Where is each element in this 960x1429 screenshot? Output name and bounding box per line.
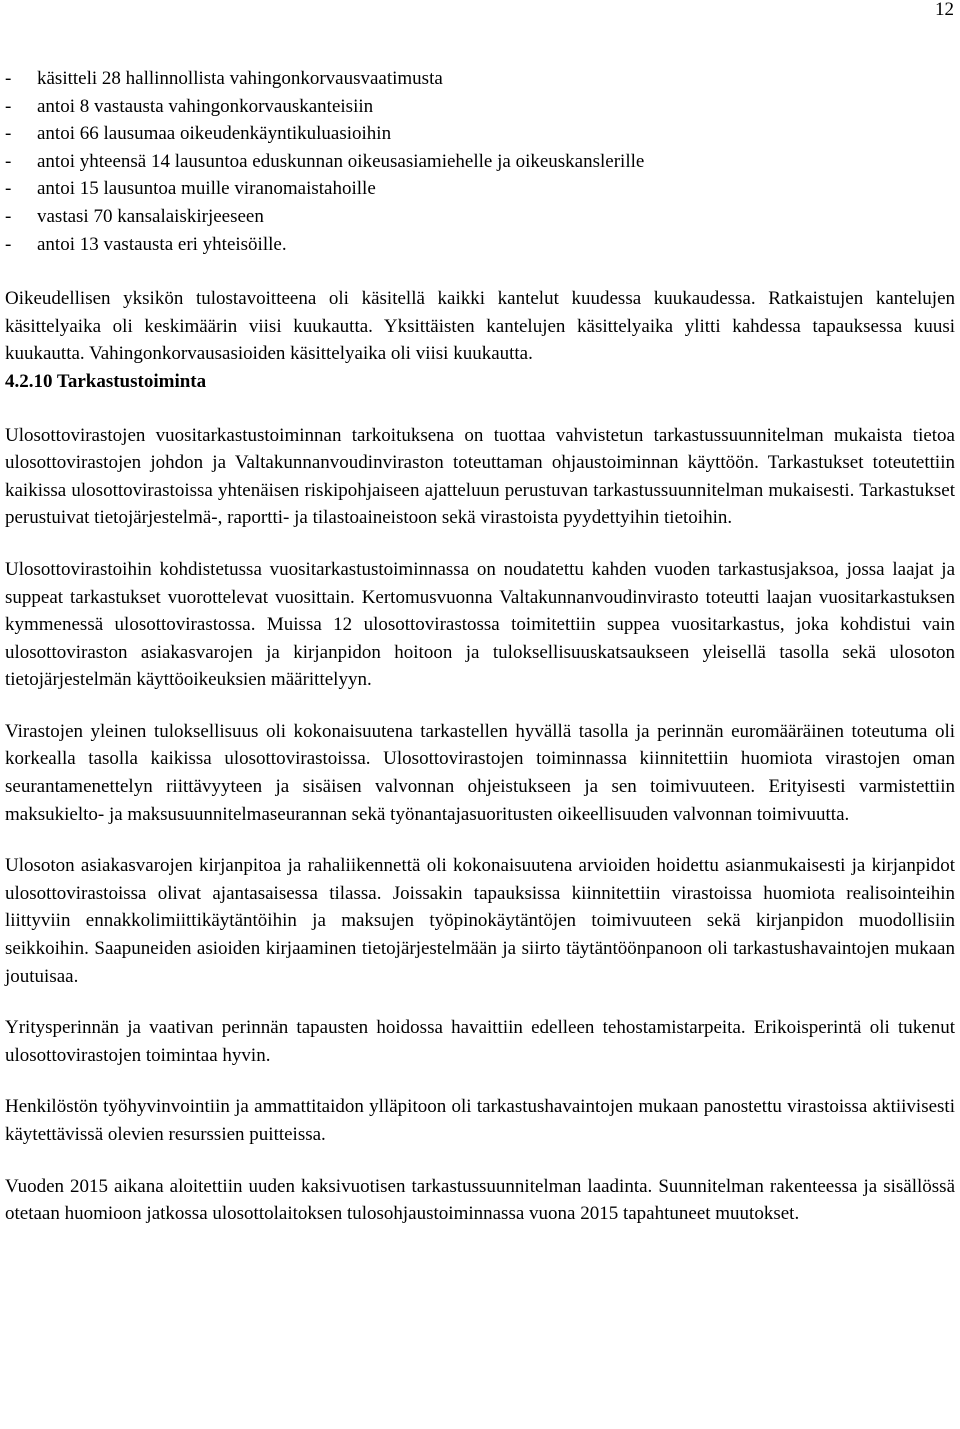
page-number: 12 xyxy=(935,0,954,20)
list-dash: - xyxy=(5,150,12,172)
paragraph: Henkilöstön työhyvinvointiin ja ammattitaidon ylläpitoon oli tarkastushavaintojen mukaan panostettu virastoissa aktiivisesti käytettävissä olevien resurssien puitteissa. xyxy=(5,1096,955,1145)
activity-list xyxy=(5,65,955,258)
list-item xyxy=(5,120,955,148)
list-item xyxy=(5,203,955,231)
intro-paragraph: Oikeudellisen yksikön tulostavoitteena oli käsitellä kaikki kantelut kuudessa kuukaudessa. Ratkaistujen kantelujen käsittelyaika oli keskimäärin viisi kuukautta. Yksittäisten kantelujen käsittelyaika ylitti kahdessa tapauksessa kuusi kuukautta. Vahingonkorvausasioiden käsittelyaika oli viisi kuukautta. xyxy=(5,288,955,365)
list-item xyxy=(5,231,955,259)
list-item-text: käsitteli 28 hallinnollista vahingonkorvausvaatimusta xyxy=(37,68,443,89)
list-item xyxy=(5,148,955,176)
list-dash: - xyxy=(5,95,12,117)
list-item-text: antoi 66 lausumaa oikeudenkäyntikuluasioihin xyxy=(37,123,392,145)
list-item-text: antoi yhteensä 14 lausuntoa eduskunnan oikeusasiamiehelle ja oikeuskanslerille xyxy=(37,150,645,172)
list-dash: - xyxy=(5,233,12,255)
document-body xyxy=(5,65,955,1228)
list-item-text: antoi 13 vastausta eri yhteisöille. xyxy=(37,233,287,255)
list-item-text: antoi 8 vastausta vahingonkorvauskanteisiin xyxy=(37,95,374,117)
list-item xyxy=(5,175,955,203)
section-heading: 4.2.10 Tarkastustoiminta xyxy=(5,370,207,392)
list-item-text: antoi 15 lausuntoa muille viranomaistahoille xyxy=(37,178,376,200)
paragraph: Vuoden 2015 aikana aloitettiin uuden kaksivuotisen tarkastussuunnitelman laadinta. Suunnitelman rakenteessa ja sisällössä otetaan huomioon jatkossa ulosottolaitoksen tulosohjaustoiminnassa vuona 2015 tapahtuneet muutokset. xyxy=(5,1175,955,1225)
list-dash: - xyxy=(5,178,12,200)
list-item xyxy=(5,93,955,121)
paragraph: Ulosoton asiakasvarojen kirjanpitoa ja rahaliikennettä oli kokonaisuutena arvioiden hoidettu asianmukaisesti ja kirjanpidot ulosottovirastoissa olivat ajantasaisessa tilassa. Joissakin tapauksissa kiinnitettiin virastoissa huomiota realisointeihin liittyviin ennakkolimiittikäytäntöihin ja maksujen työpinokäytäntöjen toimivuuteen sekä kirjanpidon muodollisiin seikkoihin. Saapuneiden asioiden kirjaaminen tietojärjestelmään ja siirto täytäntöönpanoon oli tarkastushavaintojen mukaan joutuisaa. xyxy=(5,855,955,987)
list-dash: - xyxy=(5,205,12,227)
list-item-text: vastasi 70 kansalaiskirjeeseen xyxy=(37,205,264,227)
list-dash: - xyxy=(5,68,12,89)
paragraph: Virastojen yleinen tuloksellisuus oli kokonaisuutena tarkastellen hyvällä tasolla ja perinnän euromääräinen toteutuma oli korkealla tasolla kaikissa ulosottovirastoissa. Ulosottovirastojen toiminnassa kiinnitettiin huomiota virastojen oman seurantamenettelyn riittävyyteen ja sisäisen valvonnan ohjeistukseen ja sen toimivuuteen. Erityisesti varmistettiin maksukielto- ja maksusuunnitelmaseurannan sekä työnantajasuoritusten oikeellisuuden valvonnan toimivuutta. xyxy=(5,720,955,825)
paragraph: Ulosottovirastojen vuositarkastustoiminnan tarkoituksena on tuottaa vahvistetun tarkastussuunnitelman mukaista tietoa ulosottovirastojen johdon ja Valtakunnanvoudinviraston toteuttaman ohjaustoiminnan käyttöön. Tarkastukset toteutettiin kaikissa ulosottovirastoissa yhtenäisen riskipohjaiseen ajatteluun perustuvan tarkastussuunnitelman mukaisesti. Tarkastukset perustuivat tietojärjestelmä-, raportti- ja tilastoaineistoon sekä virastoista pyydettyihin tietoihin. xyxy=(5,424,955,529)
list-item xyxy=(5,65,955,93)
paragraph: Yritysperinnän ja vaativan perinnän tapausten hoidossa havaittiin edelleen tehostamistarpeita. Erikoisperintä oli tukenut ulosottovirastojen toimintaa hyvin. xyxy=(5,1017,955,1066)
paragraph: Ulosottovirastoihin kohdistetussa vuositarkastustoiminnassa on noudatettu kahden vuoden tarkastusjaksoa, jossa laajat ja suppeat tarkastukset vuorottelevat vuosittain. Kertomusvuonna Valtakunnanvoudinvirasto toteutti laajan vuositarkastuksen kymmenessä ulosottovirastossa. Muissa 12 ulosottovirastossa toimitettiin suppea vuositarkastus, joka kohdistui vain ulosottoviraston asiakasvarojen ja kirjanpidon hoitoon ja tuloksellisuuskatsaukseen yleisellä tasolla sekä ulosoton tietojärjestelmän käyttöoikeuksien määrittelyyn. xyxy=(5,558,955,691)
list-dash: - xyxy=(5,123,12,145)
